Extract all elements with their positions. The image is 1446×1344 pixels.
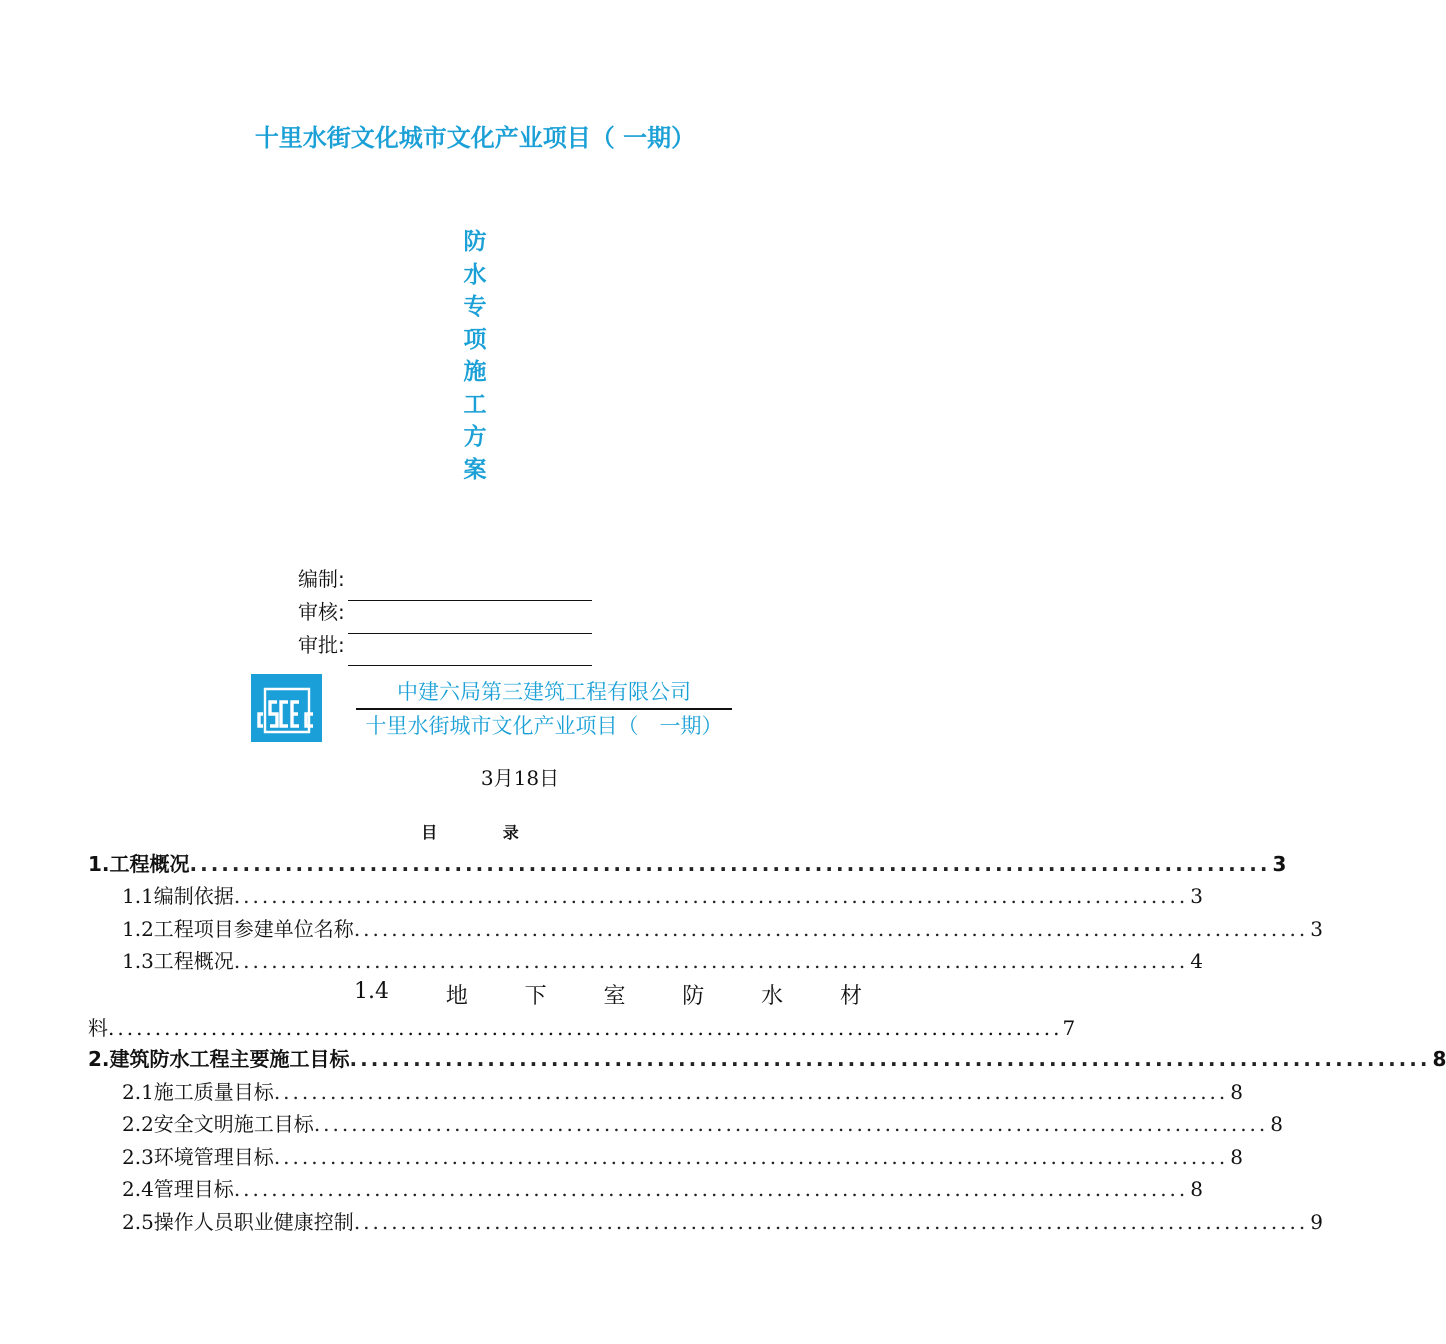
toc-entry-page: 3 [1272,852,1287,876]
toc-label-char: 室 [603,984,626,1009]
toc-entry-page: 3 [1190,884,1204,908]
compile-signature-line [348,600,592,601]
toc-leader-dots: ...................................................................................................... [233,1177,1189,1201]
toc-entry-label: 2.2安全文明施工目标 [122,1112,314,1136]
project-subtitle: 十里水街城市文化产业项目（ 一期） [365,714,723,738]
toc-label-char: 材 [839,984,862,1009]
toc-entry[interactable] [122,1108,1284,1138]
title-char: 专 [463,294,487,320]
title-char: 案 [463,456,487,483]
compile-label: 编制: [298,567,345,591]
title-char: 工 [463,391,487,418]
toc-entry-page: 9 [1310,1210,1324,1234]
issue-date: 3月18日 [480,766,560,790]
toc-entry[interactable] [122,1206,1324,1236]
toc-entry-label: 1.工程概况 [88,852,190,876]
toc-entry[interactable] [122,913,1324,943]
toc-entry-label: 2.5操作人员职业健康控制 [122,1210,354,1234]
toc-entry-label: 2.3环境管理目标 [122,1145,274,1169]
title-char: 施 [463,359,487,385]
toc-leader-dots: ...................................................................................................... [273,1145,1229,1169]
toc-leader-dots: ...................................................................................................... [313,1112,1269,1136]
toc-entry[interactable] [122,1173,1204,1203]
toc-entry-page: 8 [1190,1177,1204,1201]
toc-label-char: 1.4 [354,979,389,1004]
toc-entry[interactable] [122,880,1204,910]
toc-entry-justified-label[interactable] [354,979,862,1010]
toc-entry-label: 1.3工程概况 [122,949,234,973]
toc-entry-page: 3 [1310,917,1324,941]
project-title: 十里水街文化城市文化产业项目（ 一期） [254,124,696,152]
approve-signature-line [348,665,592,666]
company-logo [251,674,322,742]
toc-entry[interactable] [88,848,1287,878]
toc-entry-page: 8 [1230,1145,1244,1169]
toc-leader-dots: ...................................................................................................... [108,1016,1063,1040]
toc-entry-label: 1.1编制依据 [122,884,234,908]
toc-entry-label: 2.4管理目标 [122,1177,234,1201]
toc-entry-page: 8 [1270,1112,1284,1136]
toc-label-char: 地 [445,984,468,1009]
toc-entry-label: 2.建筑防水工程主要施工目标 [88,1047,350,1071]
toc-entry-page: 8 [1432,1047,1446,1071]
toc-entry[interactable] [122,1141,1244,1171]
toc-entry-label: 2.1施工质量目标 [122,1080,274,1104]
toc-leader-dots: ...................................................................................................... [273,1080,1229,1104]
review-signature-line [348,633,592,634]
toc-label-char: 下 [524,984,547,1009]
toc-label-char: 防 [682,984,705,1009]
toc-heading: 目 录 [421,823,549,842]
toc-leader-dots: ...................................................................................................... [189,852,1271,876]
title-char: 水 [463,261,487,288]
title-char: 方 [463,424,487,450]
title-char: 项 [463,326,487,353]
document-title-vertical [455,226,495,486]
title-char: 防 [463,229,487,255]
toc-entry[interactable] [88,1043,1446,1073]
toc-entry-page: 7 [1062,1016,1076,1040]
approve-label: 审批: [298,633,345,657]
toc-entry-page: 8 [1230,1080,1244,1104]
toc-leader-dots: ...................................................................................................... [233,949,1189,973]
toc-leader-dots: ...................................................................................................... [233,884,1189,908]
toc-entry-page: 4 [1190,949,1204,973]
toc-entry-continuation[interactable] [88,1012,1076,1041]
toc-leader-dots: ...................................................................................................... [353,917,1309,941]
toc-entry-label: 1.2工程项目参建单位名称 [122,917,354,941]
toc-entry[interactable] [122,1076,1244,1106]
toc-entry[interactable] [122,945,1204,975]
review-label: 审核: [298,600,345,624]
company-name: 中建六局第三建筑工程有限公司 [397,680,691,704]
toc-leader-dots: ...................................................................................................... [353,1210,1309,1234]
toc-entry-label: 料 [88,1016,108,1040]
toc-label-char: 水 [761,984,784,1009]
toc-leader-dots: ...................................................................................................... [349,1047,1431,1071]
